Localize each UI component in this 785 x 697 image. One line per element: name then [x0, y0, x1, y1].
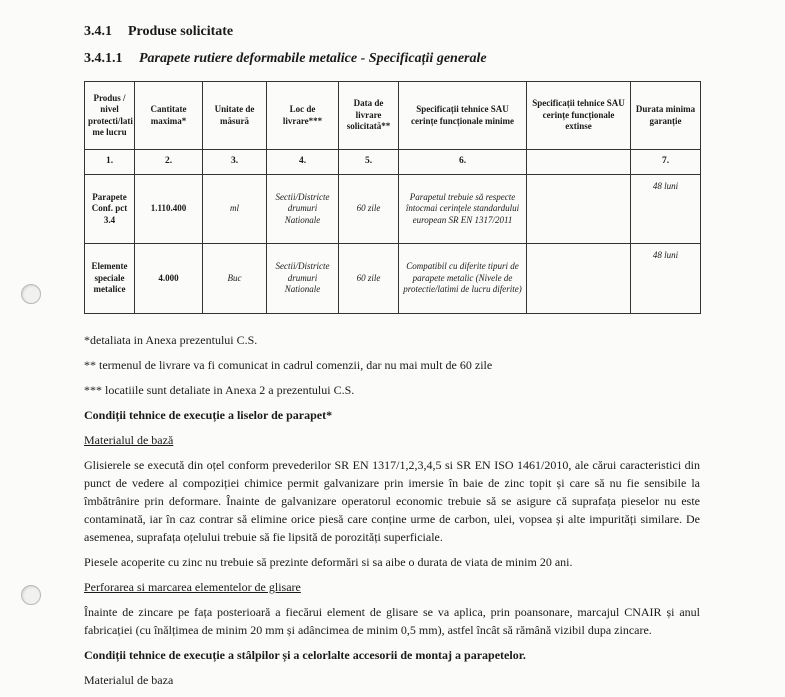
paragraph-material: Glisierele se execută din oțel conform prevederilor SR EN 1317/1,2,3,4,5 si SR EN ISO 1461/2010, ale cărui caracteristici din punct de vedere al compoziției chimice permit galvanizare prin imersie în baie de zinc topit și care să nu fie sensibile la îmbătrânire prin deformare. Înainte de galvanizare operatorul economic trebuie să se asigure că suprafața pieselor nu este contaminată, iar în caz contrar să elimine orice piesă care conține urme de carbon, ulei, vopsea și alte impurități similare. De asemenea, suprafața oțelului trebuie să fie lipsită de porozități superficiale.: [84, 458, 700, 544]
spec-table: [84, 81, 701, 314]
subsection-heading: [84, 51, 487, 67]
cell-quantity: 1.110.400: [135, 175, 203, 244]
section-heading: [84, 24, 233, 40]
subsection-title: Parapete rutiere deformabile metalice - Specificații generale: [139, 51, 487, 66]
heading-pillar-conditions: Condiții tehnice de execuție a stâlpilor și a celorlalte accesorii de montaj a parapetelor.: [84, 648, 526, 662]
column-number: 3.: [203, 150, 267, 175]
column-number: 1.: [85, 150, 135, 175]
body-text: [84, 331, 700, 689]
cell-unit: Buc: [203, 244, 267, 314]
section-number: 3.4.1: [84, 24, 112, 39]
header-unit: Unitate de măsură: [203, 82, 267, 150]
column-number: 7.: [631, 150, 701, 175]
subsection-number: 3.4.1.1: [84, 51, 123, 66]
footnote: *detaliata in Anexa prezentului C.S.: [84, 333, 258, 347]
cell-delivery: 60 zile: [339, 175, 399, 244]
cell-warranty: 48 luni: [631, 244, 701, 314]
column-number: [527, 150, 631, 175]
paragraph-zinc: Piesele acoperite cu zinc nu trebuie să prezinte deformări si sa aibe o durata de viata de minim 20 ani.: [84, 555, 573, 569]
cell-location: Sectii/Districte drumuri Nationale: [267, 244, 339, 314]
cell-location: Sectii/Districte drumuri Nationale: [267, 175, 339, 244]
paragraph-marking: Înainte de zincare pe fața posterioară a fiecărui element de glisare se va aplica, prin poansonare, marcajul CNAIR și anul fabricației (cu înălțimea de minim 20 mm și adâncimea de minim 0,5 mm), astfel încât să rămână vizibil dupa zincare.: [84, 605, 700, 637]
table-header-row: [85, 82, 701, 150]
cell-min-spec: Compatibil cu diferite tipuri de parapete metalic (Nivele de protectie/latimi de lucru diferite): [399, 244, 527, 314]
header-quantity: Cantitate maxima*: [135, 82, 203, 150]
header-delivery: Data de livrare solicitată**: [339, 82, 399, 150]
subheading-material-2: Materialul de baza: [84, 673, 174, 687]
cell-min-spec: Parapetul trebuie să respecte întocmai cerințele standardului european SR EN 1317/2011: [399, 175, 527, 244]
cell-ext-spec: [527, 244, 631, 314]
cell-unit: ml: [203, 175, 267, 244]
header-location: Loc de livrare***: [267, 82, 339, 150]
section-title: Produse solicitate: [128, 24, 234, 39]
cell-delivery: 60 zile: [339, 244, 399, 314]
footnote: ** termenul de livrare va fi comunicat in cadrul comenzii, dar nu mai mult de 60 zile: [84, 358, 493, 372]
cell-quantity: 4.000: [135, 244, 203, 314]
header-warranty: Durata minima garanție: [631, 82, 701, 150]
table-row: [85, 175, 701, 244]
heading-liser-conditions: Condiții tehnice de execuție a liselor de parapet*: [84, 408, 333, 422]
table-number-row: [85, 150, 701, 175]
cell-product: Parapete Conf. pct 3.4: [85, 175, 135, 244]
cell-warranty: 48 luni: [631, 175, 701, 244]
binder-hole-icon: [21, 284, 41, 304]
header-ext-spec: Specificații tehnice SAU cerințe funcționale extinse: [527, 82, 631, 150]
subheading-perforation: Perforarea si marcarea elementelor de glisare: [84, 580, 301, 594]
cell-ext-spec: [527, 175, 631, 244]
column-number: 2.: [135, 150, 203, 175]
column-number: 4.: [267, 150, 339, 175]
column-number: 5.: [339, 150, 399, 175]
header-min-spec: Specificații tehnice SAU cerințe funcționale minime: [399, 82, 527, 150]
column-number: 6.: [399, 150, 527, 175]
header-product: Produs / nivel protecti/lati me lucru: [85, 82, 135, 150]
subheading-material: Materialul de bază: [84, 433, 174, 447]
binder-hole-icon: [21, 585, 41, 605]
cell-product: Elemente speciale metalice: [85, 244, 135, 314]
table-row: [85, 244, 701, 314]
footnote: *** locatiile sunt detaliate in Anexa 2 a prezentului C.S.: [84, 383, 355, 397]
